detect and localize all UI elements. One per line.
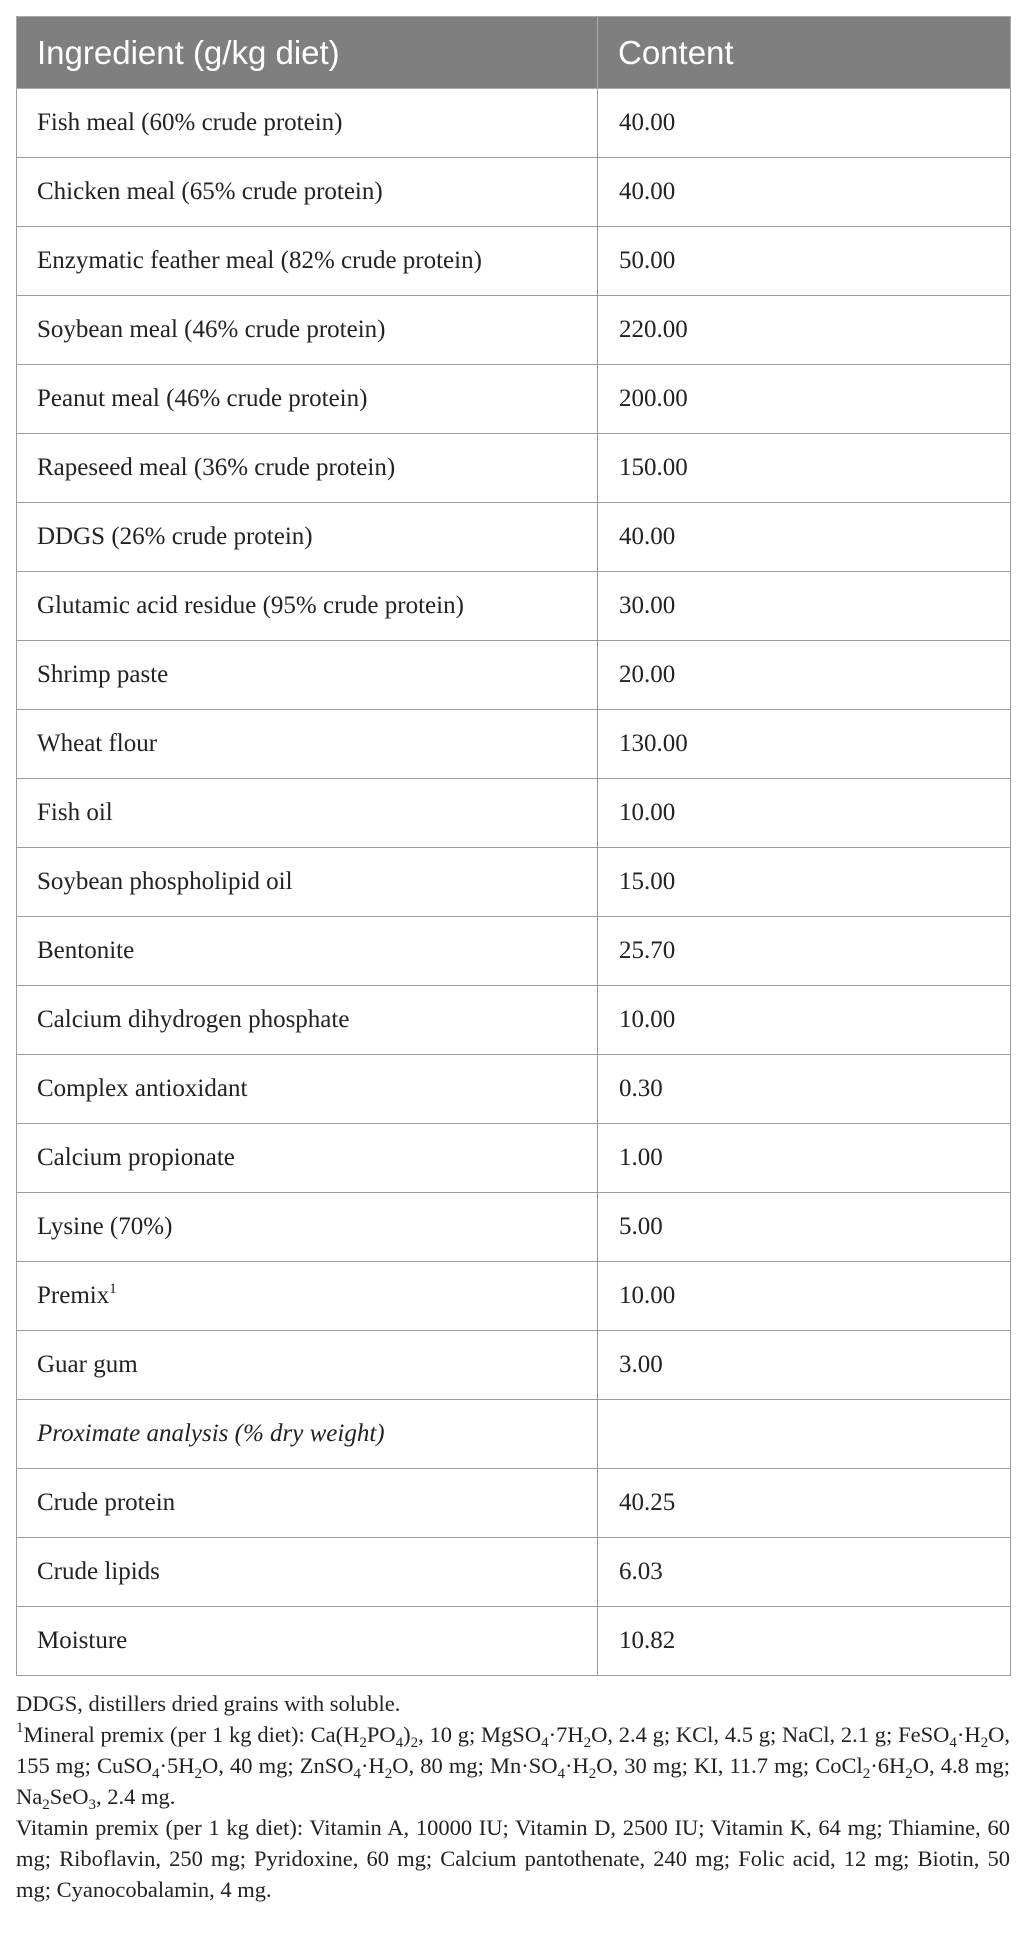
text-segment: O, 80 mg; Mn·SO — [392, 1753, 558, 1778]
content-cell: 30.00 — [598, 572, 1011, 641]
text-segment: ·H — [956, 1722, 981, 1747]
ingredient-name: Lysine (70%) — [37, 1213, 173, 1240]
ingredient-name: Proximate analysis (% dry weight) — [37, 1420, 385, 1447]
page — [16, 16, 1010, 1905]
text-segment: O, 4.8 mg; Na — [16, 1753, 1010, 1809]
ingredient-name: Premix — [37, 1282, 110, 1309]
text-segment: O, 2.4 g; KCl, 4.5 g; NaCl, 2.1 g; FeSO — [591, 1722, 950, 1747]
ingredient-cell — [17, 296, 598, 365]
ingredient-name: Crude protein — [37, 1489, 176, 1516]
content-cell: 20.00 — [598, 641, 1011, 710]
subscript: 2 — [588, 1766, 597, 1782]
ingredient-name: Rapeseed meal (36% crude protein) — [37, 454, 396, 481]
ingredient-name: Crude lipids — [37, 1558, 160, 1585]
text-segment: ·7H — [548, 1722, 584, 1747]
ingredient-name: Soybean meal (46% crude protein) — [37, 316, 386, 343]
table-row — [17, 503, 1011, 572]
table-row — [17, 227, 1011, 296]
ingredient-cell — [17, 917, 598, 986]
ingredient-cell — [17, 986, 598, 1055]
content-cell: 0.30 — [598, 1055, 1011, 1124]
table-row — [17, 365, 1011, 434]
content-cell: 10.00 — [598, 986, 1011, 1055]
ingredient-name: Complex antioxidant — [37, 1075, 248, 1102]
content-cell: 200.00 — [598, 365, 1011, 434]
content-cell: 40.25 — [598, 1469, 1011, 1538]
subscript: 2 — [194, 1766, 203, 1782]
ingredient-name: Moisture — [37, 1627, 128, 1654]
subscript: 3 — [88, 1797, 96, 1813]
text-segment: O, 155 mg; CuSO — [16, 1722, 1010, 1778]
footnote-abbreviation: DDGS, distillers dried grains with soluble. — [16, 1691, 401, 1716]
text-segment: O, 40 mg; ZnSO — [202, 1753, 354, 1778]
table-row — [17, 1055, 1011, 1124]
footnote-vitamin-premix: Vitamin premix (per 1 kg diet): Vitamin A, 10000 IU; Vitamin D, 2500 IU; Vitamin K, 64 mg; Thiamine, 60 mg; Riboflavin, 250 mg; Pyridoxine, 60 mg; Calcium pantothenate, 240 mg; Folic acid, 12 mg; Biotin, 50 mg; Cyanocobalamin, 4 mg. — [16, 1815, 1010, 1902]
footnote-marker: 1 — [16, 1720, 24, 1736]
text-segment: ·6H — [870, 1753, 906, 1778]
ingredient-cell — [17, 1055, 598, 1124]
table-row — [17, 848, 1011, 917]
table-row — [17, 1607, 1011, 1676]
ingredient-cell — [17, 1538, 598, 1607]
content-cell: 150.00 — [598, 434, 1011, 503]
table-row — [17, 1262, 1011, 1331]
text-segment: ·H — [361, 1753, 385, 1778]
table-row — [17, 1538, 1011, 1607]
content-cell: 5.00 — [598, 1193, 1011, 1262]
ingredient-cell — [17, 1193, 598, 1262]
content-cell: 40.00 — [598, 158, 1011, 227]
ingredient-cell — [17, 365, 598, 434]
table-row — [17, 296, 1011, 365]
ingredient-cell — [17, 503, 598, 572]
table-footnotes — [16, 1688, 1010, 1905]
subscript: 2 — [384, 1766, 393, 1782]
text-segment: O, 30 mg; KI, 11.7 mg; CoCl — [596, 1753, 863, 1778]
table-row — [17, 1400, 1011, 1469]
ingredient-cell — [17, 572, 598, 641]
ingredient-name: Calcium propionate — [37, 1144, 235, 1171]
ingredient-name: Shrimp paste — [37, 661, 169, 688]
ingredient-name: Chicken meal (65% crude protein) — [37, 178, 383, 205]
text-segment: ) — [403, 1722, 411, 1747]
footnote-mineral-premix — [16, 1719, 1010, 1812]
ingredient-name: Fish meal (60% crude protein) — [37, 109, 343, 136]
text-segment: ·H — [565, 1753, 589, 1778]
ingredient-name: Fish oil — [37, 799, 113, 826]
content-cell: 130.00 — [598, 710, 1011, 779]
table-row — [17, 779, 1011, 848]
subscript: 2 — [42, 1797, 50, 1813]
content-cell: 10.00 — [598, 1262, 1011, 1331]
ingredient-cell — [17, 89, 598, 158]
subscript: 4 — [949, 1735, 957, 1751]
text-segment: , 2.4 mg. — [96, 1784, 176, 1809]
ingredient-cell — [17, 1607, 598, 1676]
content-cell: 1.00 — [598, 1124, 1011, 1193]
subscript: 4 — [541, 1735, 549, 1751]
subscript: 4 — [353, 1766, 361, 1782]
subscript: 2 — [980, 1735, 989, 1751]
table-row — [17, 572, 1011, 641]
diet-composition-table — [16, 16, 1011, 1676]
table-row — [17, 1469, 1011, 1538]
table-row — [17, 1124, 1011, 1193]
table-row — [17, 158, 1011, 227]
table-row — [17, 1193, 1011, 1262]
ingredient-cell — [17, 227, 598, 296]
ingredient-name: Bentonite — [37, 937, 135, 964]
content-cell: 25.70 — [598, 917, 1011, 986]
subscript: 2 — [410, 1735, 419, 1751]
table-body — [17, 89, 1011, 1676]
subscript: 4 — [395, 1735, 404, 1751]
text-segment: Mineral premix (per 1 kg diet): Ca(H — [23, 1722, 360, 1747]
content-cell: 50.00 — [598, 227, 1011, 296]
subscript: 2 — [905, 1766, 913, 1782]
ingredient-name: Peanut meal (46% crude protein) — [37, 385, 368, 412]
table-header-row — [17, 17, 1011, 89]
ingredient-cell — [17, 1400, 598, 1469]
subscript: 2 — [583, 1735, 592, 1751]
ingredient-cell — [17, 641, 598, 710]
content-cell: 15.00 — [598, 848, 1011, 917]
content-cell: 40.00 — [598, 89, 1011, 158]
content-cell — [598, 1400, 1011, 1469]
text-segment: PO — [366, 1722, 396, 1747]
ingredient-cell — [17, 848, 598, 917]
ingredient-name: Guar gum — [37, 1351, 138, 1378]
text-segment: , 10 g; MgSO — [418, 1722, 542, 1747]
ingredient-name: Calcium dihydrogen phosphate — [37, 1006, 350, 1033]
table-row — [17, 986, 1011, 1055]
text-segment: SeO — [49, 1784, 89, 1809]
content-cell: 10.82 — [598, 1607, 1011, 1676]
mineral-premix-text — [16, 1722, 1010, 1813]
ingredient-cell — [17, 1124, 598, 1193]
ingredient-cell — [17, 158, 598, 227]
header-ingredient: Ingredient (g/kg diet) — [17, 17, 598, 89]
ingredient-name: Wheat flour — [37, 730, 158, 757]
ingredient-name: Enzymatic feather meal (82% crude protein) — [37, 247, 482, 274]
header-content: Content — [598, 17, 1011, 89]
ingredient-cell — [17, 779, 598, 848]
table-row — [17, 710, 1011, 779]
ingredient-name: Soybean phospholipid oil — [37, 868, 293, 895]
ingredient-name: DDGS (26% crude protein) — [37, 523, 313, 550]
ingredient-cell — [17, 1331, 598, 1400]
table-row — [17, 641, 1011, 710]
subscript: 2 — [862, 1766, 871, 1782]
content-cell: 40.00 — [598, 503, 1011, 572]
ingredient-cell — [17, 1262, 598, 1331]
text-segment: ·5H — [159, 1753, 195, 1778]
table-row — [17, 1331, 1011, 1400]
subscript: 4 — [152, 1766, 160, 1782]
subscript: 4 — [557, 1766, 565, 1782]
content-cell: 6.03 — [598, 1538, 1011, 1607]
table-row — [17, 434, 1011, 503]
content-cell: 220.00 — [598, 296, 1011, 365]
table-row — [17, 917, 1011, 986]
content-cell: 3.00 — [598, 1331, 1011, 1400]
ingredient-name: Glutamic acid residue (95% crude protein) — [37, 592, 464, 619]
table-row — [17, 89, 1011, 158]
subscript: 2 — [359, 1735, 367, 1751]
ingredient-cell — [17, 1469, 598, 1538]
ingredient-cell — [17, 710, 598, 779]
footnote-reference: 1 — [109, 1281, 117, 1297]
ingredient-cell — [17, 434, 598, 503]
content-cell: 10.00 — [598, 779, 1011, 848]
